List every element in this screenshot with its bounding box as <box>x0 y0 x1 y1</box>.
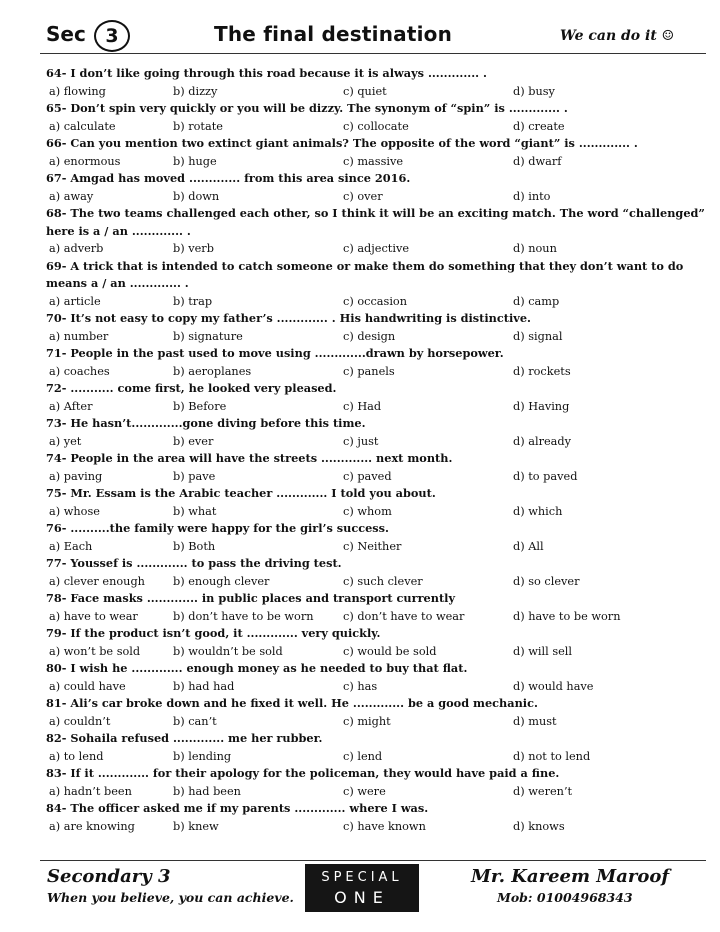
option-c: c) might <box>343 714 391 728</box>
question-stem: 82- Sohaila refused ............. me her rubber. <box>46 731 323 745</box>
option-b: b) rotate <box>173 119 223 133</box>
question-item <box>46 450 706 485</box>
answer-options <box>46 293 706 311</box>
option-d: d) rockets <box>513 364 571 378</box>
answer-options <box>46 573 706 591</box>
option-d: d) so clever <box>513 574 580 588</box>
question-item <box>46 380 706 415</box>
option-d: d) Having <box>513 399 570 413</box>
option-a: a) have to wear <box>49 609 138 623</box>
question-item <box>46 625 706 660</box>
question-stem: 84- The officer asked me if my parents ............. where I was. <box>46 801 429 815</box>
option-a: a) adverb <box>49 242 104 255</box>
question-item <box>46 520 706 555</box>
option-b: b) can’t <box>173 714 217 728</box>
worksheet-footer <box>0 860 720 932</box>
option-b: b) huge <box>173 154 217 168</box>
worksheet-header <box>0 0 720 54</box>
question-item <box>46 258 706 311</box>
answer-options <box>46 538 706 556</box>
question-stem: 68- The two teams challenged each other, so I think it will be an exciting match. The word “challenged” here is a / an ............. . <box>46 206 705 238</box>
option-a: a) After <box>49 399 93 413</box>
option-b: b) knew <box>173 819 219 833</box>
option-d: d) signal <box>513 329 563 343</box>
question-stem: 73- He hasn’t.............gone diving before this time. <box>46 416 366 430</box>
option-d: d) have to be worn <box>513 609 621 623</box>
option-a: a) paving <box>49 469 103 483</box>
option-a: a) couldn’t <box>49 714 111 728</box>
option-b: b) ever <box>173 434 214 448</box>
question-stem: 80- I wish he ............. enough money as he needed to buy that flat. <box>46 661 468 675</box>
page-title: The final destination <box>214 22 453 46</box>
option-c: c) has <box>343 679 378 693</box>
option-a: a) hadn’t been <box>49 784 132 798</box>
grade-label: Secondary 3 <box>47 866 171 887</box>
question-stem: 79- If the product isn’t good, it ............. very quickly. <box>46 626 381 640</box>
option-c: c) massive <box>343 154 404 168</box>
option-a: a) clever enough <box>49 574 145 588</box>
answer-options <box>46 468 706 486</box>
option-a: a) are knowing <box>49 819 135 833</box>
option-b: b) dizzy <box>173 84 218 98</box>
option-a: a) flowing <box>49 84 106 98</box>
option-d: d) busy <box>513 84 555 98</box>
option-c: c) panels <box>343 364 395 378</box>
option-d: d) create <box>513 119 565 133</box>
option-d: d) already <box>513 434 572 448</box>
option-c: c) occasion <box>343 294 408 308</box>
answer-options <box>46 363 706 381</box>
answer-options <box>46 748 706 766</box>
option-a: a) number <box>49 329 109 343</box>
teacher-mobile: Mob: 01004968343 <box>497 890 633 905</box>
motto <box>560 28 674 44</box>
answer-options <box>46 188 706 206</box>
option-a: a) calculate <box>49 119 116 133</box>
option-b: b) verb <box>173 242 214 255</box>
option-a: a) coaches <box>49 364 110 378</box>
option-b: b) what <box>173 504 217 518</box>
answer-options <box>46 118 706 136</box>
motto-text: We can do it <box>560 28 657 44</box>
option-b: b) had been <box>173 784 241 798</box>
question-stem: 78- Face masks ............. in public places and transport currently <box>46 591 456 605</box>
option-a: a) yet <box>49 434 82 448</box>
option-a: a) to lend <box>49 749 104 763</box>
question-item <box>46 310 706 345</box>
option-b: b) pave <box>173 469 216 483</box>
question-item <box>46 65 706 100</box>
answer-options <box>46 713 706 731</box>
logo-text-top: SPECIAL <box>321 870 403 885</box>
question-item <box>46 660 706 695</box>
question-stem: 74- People in the area will have the streets ............. next month. <box>46 451 453 465</box>
question-stem: 77- Youssef is ............. to pass the driving test. <box>46 556 342 570</box>
option-c: c) collocate <box>343 119 409 133</box>
logo-text-bottom: ONE <box>334 888 390 907</box>
question-item <box>46 555 706 590</box>
question-stem: 76- ..........the family were happy for the girl’s success. <box>46 521 389 535</box>
option-a: a) could have <box>49 679 126 693</box>
option-a: a) whose <box>49 504 100 518</box>
question-stem: 71- People in the past used to move using .............drawn by horsepower. <box>46 346 504 360</box>
question-item <box>46 170 706 205</box>
option-d: d) weren’t <box>513 784 573 798</box>
question-list <box>46 65 706 835</box>
header-divider <box>40 53 706 54</box>
option-a: a) article <box>49 294 101 308</box>
question-stem: 67- Amgad has moved ............. from this area since 2016. <box>46 171 411 185</box>
option-c: c) adjective <box>343 242 410 255</box>
option-b: b) signature <box>173 329 243 343</box>
option-c: c) over <box>343 189 383 203</box>
answer-options <box>46 328 706 346</box>
question-item <box>46 205 706 258</box>
question-item <box>46 765 706 800</box>
option-d: d) will sell <box>513 644 573 658</box>
option-b: b) trap <box>173 294 213 308</box>
question-stem: 83- If it ............. for their apology for the policeman, they would have paid a fine. <box>46 766 560 780</box>
question-item <box>46 345 706 380</box>
answer-options <box>46 678 706 696</box>
option-d: d) All <box>513 539 544 553</box>
question-item <box>46 135 706 170</box>
option-c: c) Had <box>343 399 382 413</box>
section-label: Sec <box>46 22 86 46</box>
option-b: b) down <box>173 189 220 203</box>
option-d: d) knows <box>513 819 565 833</box>
option-a: a) enormous <box>49 154 121 168</box>
answer-options <box>46 818 706 836</box>
question-stem: 70- It’s not easy to copy my father’s ............. . His handwriting is distinctive. <box>46 311 531 325</box>
option-c: c) just <box>343 434 379 448</box>
motivational-quote: When you believe, you can achieve. <box>47 890 294 905</box>
section-number-badge: 3 <box>94 20 130 52</box>
question-stem: 64- I don’t like going through this road because it is always ............. . <box>46 66 487 80</box>
option-c: c) lend <box>343 749 383 763</box>
option-b: b) wouldn’t be sold <box>173 644 283 658</box>
option-d: d) camp <box>513 294 560 308</box>
answer-options <box>46 608 706 626</box>
option-c: c) have known <box>343 819 426 833</box>
question-item <box>46 485 706 520</box>
option-a: a) Each <box>49 539 93 553</box>
question-item <box>46 800 706 835</box>
option-c: c) paved <box>343 469 392 483</box>
option-d: d) must <box>513 714 557 728</box>
option-c: c) design <box>343 329 396 343</box>
option-d: d) would have <box>513 679 594 693</box>
answer-options <box>46 433 706 451</box>
option-c: c) were <box>343 784 386 798</box>
option-b: b) lending <box>173 749 232 763</box>
option-c: c) quiet <box>343 84 387 98</box>
option-b: b) Both <box>173 539 216 553</box>
answer-options <box>46 153 706 171</box>
answer-options <box>46 643 706 661</box>
answer-options <box>46 398 706 416</box>
option-d: d) to paved <box>513 469 578 483</box>
option-d: d) into <box>513 189 551 203</box>
question-stem: 81- Ali’s car broke down and he fixed it well. He ............. be a good mechanic. <box>46 696 538 710</box>
option-b: b) enough clever <box>173 574 270 588</box>
option-a: a) won’t be sold <box>49 644 141 658</box>
question-stem: 72- ........... come first, he looked very pleased. <box>46 381 337 395</box>
option-b: b) aeroplanes <box>173 364 252 378</box>
option-c: c) don’t have to wear <box>343 609 465 623</box>
option-d: d) dwarf <box>513 154 562 168</box>
smiley-icon: ☺ <box>661 28 675 44</box>
option-c: c) whom <box>343 504 392 518</box>
answer-options <box>46 503 706 521</box>
special-one-logo <box>305 864 419 912</box>
option-a: a) away <box>49 189 94 203</box>
option-c: c) would be sold <box>343 644 437 658</box>
option-c: c) such clever <box>343 574 423 588</box>
question-stem: 75- Mr. Essam is the Arabic teacher ............. I told you about. <box>46 486 436 500</box>
teacher-name: Mr. Kareem Maroof <box>471 866 670 887</box>
question-item <box>46 415 706 450</box>
answer-options <box>46 240 706 258</box>
option-d: d) not to lend <box>513 749 591 763</box>
question-stem: 65- Don’t spin very quickly or you will be dizzy. The synonym of “spin” is ............. . <box>46 101 568 115</box>
option-d: d) noun <box>513 242 557 255</box>
question-item <box>46 695 706 730</box>
answer-options <box>46 783 706 801</box>
question-item <box>46 730 706 765</box>
option-b: b) Before <box>173 399 227 413</box>
question-item <box>46 590 706 625</box>
option-c: c) Neither <box>343 539 402 553</box>
option-b: b) don’t have to be worn <box>173 609 314 623</box>
question-stem: 66- Can you mention two extinct giant animals? The opposite of the word “giant” is ............. . <box>46 136 638 150</box>
option-b: b) had had <box>173 679 235 693</box>
question-stem: 69- A trick that is intended to catch someone or make them do something that they don’t want to do means a / an ............. . <box>46 258 684 290</box>
question-item <box>46 100 706 135</box>
option-d: d) which <box>513 504 563 518</box>
answer-options <box>46 83 706 101</box>
